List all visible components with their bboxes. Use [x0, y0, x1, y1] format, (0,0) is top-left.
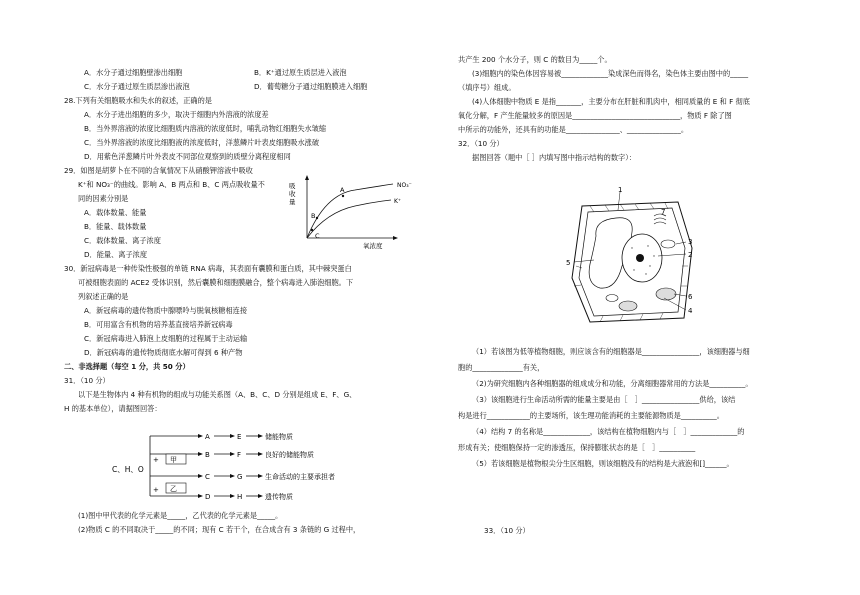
label-7: 7 — [661, 208, 666, 216]
jia-label: 甲 — [170, 456, 177, 464]
q31-sub-1: (1)图中甲代表的化学元素是_____，乙代表的化学元素是_____。 — [78, 511, 283, 520]
func-e: 储能物质 — [265, 433, 293, 441]
unit-d: D — [205, 493, 211, 501]
q29-stem-3: 同的因素分别是 — [78, 194, 129, 203]
label-2: 2 — [688, 251, 693, 259]
row-genetic — [205, 492, 293, 501]
q30-stem-3: 列叙述正确的是 — [78, 292, 129, 301]
row-storage — [205, 450, 314, 459]
q28-option: C．当外界溶液的浓度比细胞液的浓度低时，洋葱鳞片叶表皮细胞吸水涨破 — [84, 138, 320, 147]
q27-option-c: C．水分子通过原生质层渗出液泡 — [84, 82, 190, 91]
q31-cont-2: (3)细胞内的染色体因容易被_____________染成深色而得名，染色体主要由图中的_____ — [472, 69, 749, 78]
q30-stem-1: 30．新冠病毒是一种传染性极强的单链 RNA 病毒，其表面有囊膜和蛋白质，其中棘突蛋白 — [64, 264, 352, 273]
q28-option: B．当外界溶液的浓度比细胞质内溶液的浓度低时，哺乳动物红细胞失水皱缩 — [84, 124, 327, 133]
macro-h: H — [237, 493, 243, 501]
chloroplast — [619, 301, 637, 311]
q29-option: D．能量、离子浓度 — [84, 250, 148, 259]
q32-heading: 32．（10 分） — [458, 139, 504, 148]
q29-option: C．载体数量、离子浓度 — [84, 236, 161, 245]
x-arrow-icon — [393, 236, 398, 240]
q32-sub-4b: 形成有关；使细胞保持一定的渗透压，保持膨胀状态的是［ ］__________ — [458, 443, 696, 452]
q28-option: D．用紫色洋葱鳞片叶外表皮不同部位观察到的质壁分离程度相同 — [84, 152, 291, 161]
q29-uptake-chart — [285, 172, 420, 250]
func-f: 良好的储能物质 — [265, 451, 314, 459]
q32-sub-5: （5）若该细胞是植物根尖分生区细胞，则该细胞没有的结构是大液泡和[]______。 — [472, 459, 734, 468]
k-curve — [307, 200, 391, 238]
q32-sub-3b: 构是进行____________的主要场所，该生理功能消耗的主要能源物质是__________。 — [458, 411, 724, 420]
q30-option: B．可用富含有机物的培养基直接培养新冠病毒 — [84, 320, 233, 329]
label-a: A — [340, 186, 345, 194]
label-b: B — [311, 212, 316, 220]
q29-option: B．能量、载体数量 — [84, 222, 147, 231]
q33-heading: 33．（10 分） — [484, 526, 530, 535]
label-6: 6 — [688, 293, 693, 301]
q29-stem-1: 29．如图是胡萝卜在不同的含氧情况下从硝酸钾溶液中吸收 — [64, 166, 253, 175]
q32-plant-cell-diagram — [560, 186, 710, 334]
macro-e: E — [237, 433, 242, 441]
q31-subquestions — [64, 509, 424, 537]
q32-sub-4: （4）结构 7 的名称是_____________，该结构在植物细胞内与［ ］_____________的 — [472, 427, 745, 436]
q33 — [484, 524, 684, 538]
section-heading: 二、非选择题（每空 1 分，共 50 分） — [64, 362, 190, 371]
macro-g: G — [237, 473, 243, 481]
q30-option: A．新冠病毒的遗传物质中腺嘌呤与脱氧核糖相连接 — [84, 306, 248, 315]
label-4: 4 — [688, 307, 693, 315]
q31-organic-diagram — [112, 428, 352, 504]
plus-sign: + — [153, 486, 159, 494]
no3-curve — [307, 184, 393, 238]
point-b — [316, 217, 318, 219]
point-a — [342, 195, 344, 197]
chloroplast — [656, 288, 676, 300]
yi-label: 乙 — [170, 485, 177, 493]
source-elements: C、H、O — [112, 465, 144, 474]
y-axis-label-3: 量 — [289, 198, 296, 206]
row-energy — [205, 432, 293, 441]
k-label: K⁺ — [394, 198, 402, 205]
x-axis-label: 氧浓度 — [363, 242, 383, 250]
q31-stem-1: 以下是生物体内 4 种有机物的组成与功能关系图（A、B、C、D 分别是组成 E、F、G、 — [78, 390, 357, 399]
y-arrow-icon — [305, 175, 309, 180]
q31-cont-5: 氧化分解，F 产生能量较多的原因是______________________________，物质 F 除了图 — [458, 111, 732, 120]
q28-option: A．水分子进出细胞的多少，取决于细胞内外溶液的浓度差 — [84, 110, 269, 119]
q30-stem-2: 可被细胞表面的 ACE2 受体识别，然后囊膜和细胞膜融合，整个病毒进入肺泡细胞。下 — [78, 278, 354, 287]
q27-option-b: B．K⁺通过原生质层进入液泡 — [254, 68, 347, 77]
q29-stem-2: K⁺和 NO₃⁻的曲线。影响 A、B 两点和 B、C 两点吸收量不 — [78, 180, 265, 189]
q32-subquestions — [458, 344, 798, 472]
unit-b: B — [205, 451, 210, 459]
no3-label: NO₃⁻ — [397, 182, 412, 189]
row-protein — [205, 472, 335, 481]
q27-options-row-2 — [64, 80, 424, 94]
q27-option-a: A．水分子通过细胞壁渗出细胞 — [84, 68, 183, 77]
label-1: 1 — [618, 186, 623, 194]
q32-sub-2: （2)为研究细胞内各种细胞器的组成成分和功能，分离细胞器常用的方法是__________。 — [472, 379, 753, 388]
q28-stem: 28.下列有关细胞吸水和失水的叙述，正确的是 — [64, 96, 212, 105]
q31-cont-4: (4)人体细胞中物质 E 是指_______，主要分布在肝脏和肌肉中，相同质量的 E 和 F 彻底 — [472, 97, 750, 106]
point-c — [311, 229, 313, 231]
label-5: 5 — [566, 259, 571, 267]
q30-option: C．新冠病毒进入肺泡上皮细胞的过程属于主动运输 — [84, 334, 248, 343]
q31-cont-3: （填序号）组成。 — [458, 83, 516, 92]
q29-option: A．载体数量、能量 — [84, 208, 147, 217]
q32-sub-3: （3）该细胞进行生命活动所需的能量主要是由［ ］________________供给，该结 — [472, 395, 736, 404]
macro-f: F — [237, 451, 242, 459]
y-axis-label-1: 吸 — [289, 182, 296, 190]
label-c: C — [315, 232, 320, 240]
func-h: 遗传物质 — [265, 493, 293, 501]
label-3: 3 — [688, 238, 693, 246]
q31-cont-6: 中所示的功能外，还具有的功能是_______________、_______________。 — [458, 125, 689, 134]
q27-option-d: D．葡萄糖分子通过细胞膜进入细胞 — [254, 82, 368, 91]
y-axis-label-2: 收 — [289, 190, 296, 198]
q27-options-row-1 — [64, 66, 424, 80]
q31-sub-2: (2)物质 C 的不同取决于_____的不同；现有 C 若干个，在合成含有 3 条链的 G 过程中， — [78, 525, 361, 534]
q31-heading: 31．（10 分） — [64, 376, 110, 385]
q32-sub-1: （1）若该图为低等植物细胞，则应该含有的细胞器是________________，该细胞器与细 — [472, 347, 750, 356]
plus-sign: + — [153, 456, 159, 464]
unit-a: A — [205, 433, 210, 441]
q32-sub-1b: 胞的______________有关， — [458, 363, 545, 372]
mitochondrion — [606, 295, 618, 302]
q31-stem-2: H 的基本单位），请据图回答： — [64, 404, 162, 413]
func-g: 生命活动的主要承担者 — [265, 473, 335, 481]
nucleolus — [636, 254, 644, 262]
unit-c: C — [205, 473, 210, 481]
right-column — [458, 53, 798, 165]
q30-option: D．新冠病毒的遗传物质彻底水解可得到 6 种产物 — [84, 348, 243, 357]
mitochondrion — [661, 240, 675, 248]
q31-cont-1: 共产生 200 个水分子，则 C 的数目为_____个。 — [458, 55, 612, 64]
q32-stem: 据图回答（题中［ ］内填写图中指示结构的数字）： — [472, 153, 636, 162]
